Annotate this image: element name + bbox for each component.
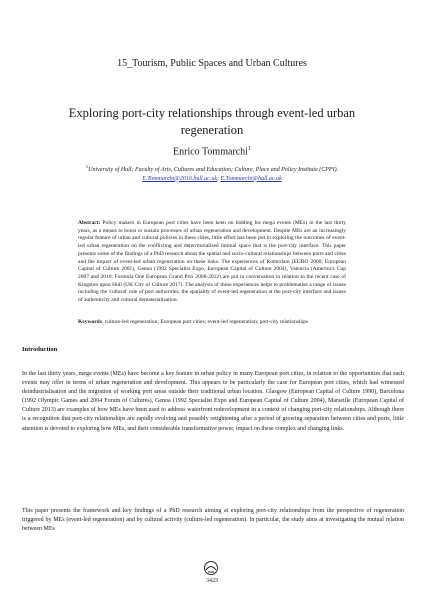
paper-title: Exploring port-city relationships through event-led urban regeneration xyxy=(68,106,356,137)
affiliation-text: University of Hull; Faculty of Arts, Cultures and Education; Culture, Place and Policy Institute (CPPI). xyxy=(88,167,339,173)
conference-logo-icon xyxy=(203,560,219,576)
introduction-paragraph-2: This paper presents the framework and key findings of a PhD research aiming at exploring port-city relationships from the perspective of regeneration triggered by MEs (event-led regeneration) and by cultural activity (culture-led regeneration). In particular, the study aims at investigating the mutual relation between MEs xyxy=(22,508,404,533)
email-separator: ; xyxy=(217,175,221,182)
affiliation xyxy=(20,163,404,183)
abstract xyxy=(78,220,346,305)
abstract-label: Abstract: xyxy=(78,220,101,226)
affiliation-superscript: 1 xyxy=(85,164,89,169)
abstract-text: Policy makers in European port cities have been keen on bidding for mega events (MEs) in the last thirty years, as a means to boost or sustain processes of urban regeneration and development. Despite MEs are an increasingly regular feature of urban and cultural policies in these cities, little effort has been put in exploring the outcomes of event-led urban regeneration on the conflicting and deterritorialised liminal space that is the port-city interface. This paper presents some of the findings of a PhD research about the spatial and socio-cultural relationships between ports and cities and the impact of event-led urban regeneration on these links. The experiences of Rotterdam (EURO 2000; European Capital of Culture 2001), Genoa (1992 Specialist Expo, European Capital of Culture 2004), Valencia (America's Cup 2007 and 2010; Formula One European Grand Prix 2008-2012) are put in conversation in relation to the recent case of Kingston upon Hull (UK City of Culture 2017). The analysis of these experiences helps to problematise a range of issues including the 'cultural' role of port authorities, the spatiality of event-led regeneration at the port-city interface and issues of authenticity and cultural dematerialisation. xyxy=(78,220,346,304)
email-link-1[interactable]: E.Tommarchi@2016.hull.ac.uk xyxy=(142,175,217,182)
section-heading: 15_Tourism, Public Spaces and Urban Cultures xyxy=(117,58,307,69)
introduction-heading: Introduction xyxy=(22,346,58,353)
page-number: 3423 xyxy=(206,578,218,584)
keywords-label: Keywords xyxy=(78,319,102,325)
author-name: Enrico Tommarchi xyxy=(173,146,248,158)
author-line xyxy=(0,146,424,157)
introduction-paragraph-1: In the last thirty years, mega events (MEs) have become a key feature in urban policy in many European port cities, in relation to the opportunities that such events may offer in terms of urban regeneration and development. This appears to be particularly the case for European port cities, which had witnessed deindustrialisation and the migration of working port areas outside their traditional urban location. Glasgow (European Capital of Culture 1990), Barcelona (1992 Olympic Games and 2004 Forum of Cultures), Genoa (1992 Specialist Expo and European Capital of Culture 2004), Marseille (European Capital of Culture 2013) are examples of how MEs have been used to address waterfront redevelopment in a context of changing port-city relationships. Although there is a recognition that port-city relationships are rapidly evolving and possibly retightening after a period of growing separation between cities and ports, little attention is devoted to exploring how MEs, and their considerable transformative power, impact on these complex and changing links. xyxy=(22,371,404,432)
keywords-text: : culture-led regeneration; European port cities; event-led regeneration; port-city relationships xyxy=(101,319,309,325)
author-superscript: 1 xyxy=(247,146,251,152)
keywords xyxy=(78,319,346,327)
email-link-2[interactable]: E.Tommarchi@hull.ac.uk xyxy=(220,175,282,182)
